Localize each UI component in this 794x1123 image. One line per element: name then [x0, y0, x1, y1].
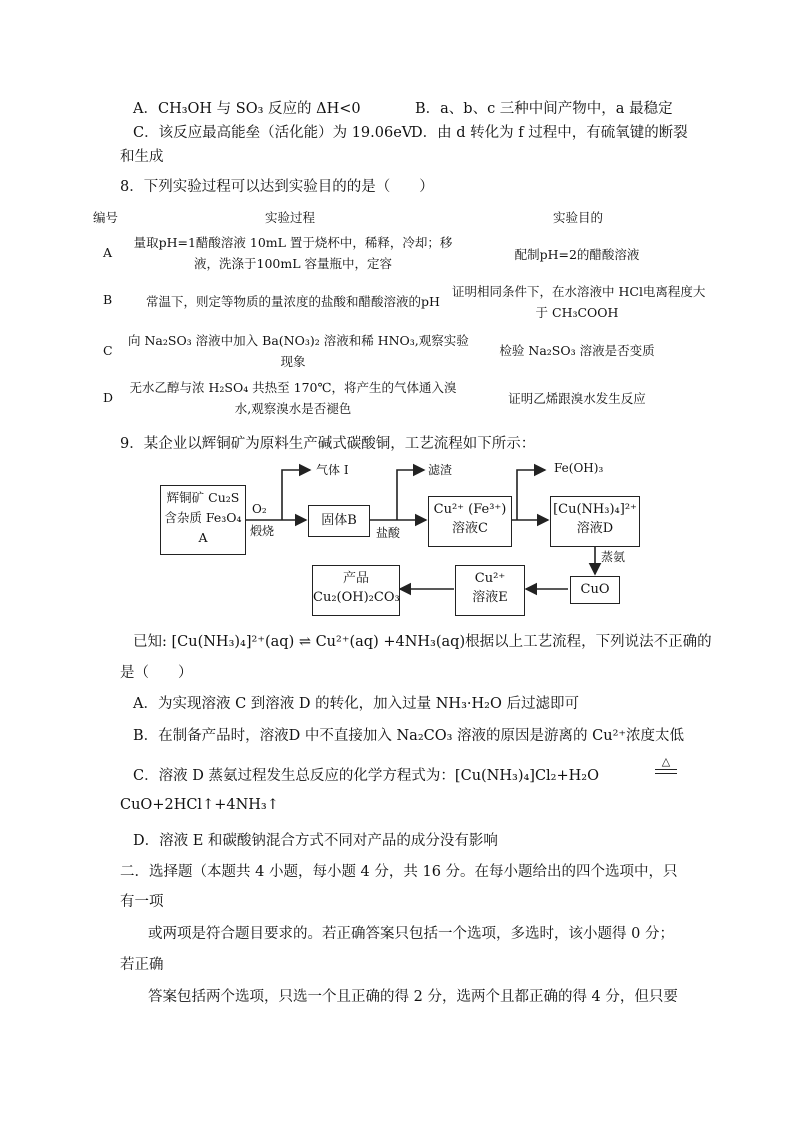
q9-option-b: B．在制备产品时，溶液D 中不直接加入 Na₂CO₃ 溶液的原因是游离的 Cu²⁺浓度太低 — [133, 728, 685, 744]
q7-option-a: A．CH₃OH 与 SO₃ 反应的 ΔH<0 — [133, 101, 361, 117]
q8-row-c-purpose: 检验 Na₂SO₃ 溶液是否变质 — [499, 343, 655, 358]
arrow-feoh — [517, 470, 545, 520]
heat-condition-icon: △ — [655, 756, 677, 774]
q8-row-d-purpose: 证明乙烯跟溴水发生反应 — [508, 391, 646, 406]
q8-row-d-id: D — [103, 390, 114, 405]
flow-box-cuo: CuO — [570, 576, 620, 604]
q7-option-b: B．a、b、c 三种中间产物中，a 最稳定 — [415, 101, 673, 117]
flow-label-calcine: 煅烧 — [250, 524, 275, 538]
q8-stem: 8．下列实验过程可以达到实验目的的是（ ） — [120, 179, 434, 195]
flow-label-o2: O₂ — [252, 502, 267, 516]
q9-option-c-cont: CuO+2HCl↑+4NH₃↑ — [120, 797, 279, 813]
section2-line1: 二．选择题（本题共 4 小题，每小题 4 分，共 16 分。在每小题给出的四个选项中，只 — [120, 864, 678, 880]
arrow-gas — [282, 470, 310, 520]
flow-box-b: 固体B — [308, 505, 370, 537]
q8-row-d-process: 无水乙醇与浓 H₂SO₄ 共热至 170℃，将产生的气体通入溴 水,观察溴水是否褪色 — [129, 380, 457, 416]
flow-box-c: Cu²⁺ (Fe³⁺) 溶液C — [428, 496, 512, 547]
q9-stem: 9．某企业以辉铜矿为原料生产碱式碳酸铜，工艺流程如下所示： — [120, 436, 536, 452]
q9-option-d: D．溶液 E 和碳酸钠混合方式不同对产品的成分没有影响 — [133, 833, 498, 849]
q8-header-purpose: 实验目的 — [553, 210, 604, 225]
q9-known: 已知: [Cu(NH₃)₄]²⁺(aq) ⇌ Cu²⁺(aq) +4NH₃(aq)根据以上工艺流程，下列说法不正确的 — [133, 634, 712, 650]
flow-box-a: 辉铜矿 Cu₂S 含杂质 Fe₃O₄ A — [160, 485, 246, 555]
arrow-residue — [397, 470, 424, 520]
q7-option-c: C．该反应最高能垒（活化能）为 19.06eV — [133, 125, 413, 141]
flow-box-d: [Cu(NH₃)₄]²⁺ 溶液D — [550, 496, 640, 547]
flow-label-ammonia: 蒸氨 — [601, 550, 626, 564]
q8-row-b-purpose: 证明相同条件下，在水溶液中 HCl电离程度大 于 CH₃COOH — [452, 284, 706, 320]
q7-option-d: D．由 d 转化为 f 过程中，有硫氧键的断裂 — [411, 125, 688, 141]
section2-line5: 答案包括两个选项，只选一个且正确的得 2 分，选两个且都正确的得 4 分，但只要 — [148, 989, 678, 1005]
q8-row-a-purpose: 配制pH=2的醋酸溶液 — [514, 247, 640, 262]
flow-label-gas: 气体 I — [316, 463, 349, 477]
flow-label-hcl: 盐酸 — [376, 526, 401, 540]
q8-row-b-id: B — [103, 292, 113, 307]
flow-label-feoh: Fe(OH)₃ — [554, 461, 604, 475]
q7-option-d-cont: 和生成 — [120, 149, 164, 165]
q8-header-id: 编号 — [93, 210, 119, 225]
flow-box-product: 产品 Cu₂(OH)₂CO₃ — [312, 565, 400, 616]
q9-option-a: A．为实现溶液 C 到溶液 D 的转化，加入过量 NH₃·H₂O 后过滤即可 — [133, 696, 579, 712]
q8-header-process: 实验过程 — [265, 210, 316, 225]
section2-line4: 若正确 — [120, 957, 164, 973]
q8-row-b-process: 常温下，则定等物质的量浓度的盐酸和醋酸溶液的pH — [146, 294, 440, 309]
q8-row-c-id: C — [103, 343, 113, 358]
q9-option-c: C．溶液 D 蒸氨过程发生总反应的化学方程式为：[Cu(NH₃)₄]Cl₂+H₂O — [133, 768, 599, 784]
section2-line2: 有一项 — [120, 894, 164, 910]
q8-row-a-id: A — [103, 245, 113, 260]
q9-known-cont: 是（ ） — [120, 665, 193, 681]
q8-row-c-process: 向 Na₂SO₃ 溶液中加入 Ba(NO₃)₂ 溶液和稀 HNO₃,观察实验 现象 — [128, 333, 469, 369]
flow-label-residue: 滤渣 — [428, 463, 453, 477]
flow-box-e: Cu²⁺ 溶液E — [455, 565, 525, 616]
section2-line3: 或两项是符合题目要求的。若正确答案只包括一个选项，多选时，该小题得 0 分； — [148, 926, 674, 942]
q8-row-a-process: 量取pH=1醋酸溶液 10mL 置于烧杯中，稀释，冷却；移 液，洗涤于100mL 容量瓶中，定容 — [133, 235, 453, 271]
